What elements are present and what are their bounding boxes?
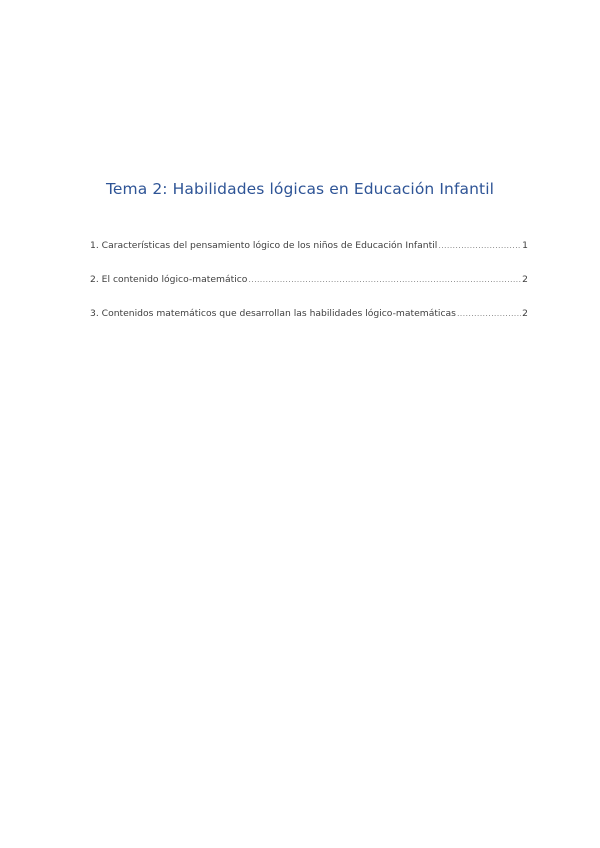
- toc-entry-label: 3. Contenidos matemáticos que desarrollan las habilidades lógico-matemáticas: [90, 308, 456, 319]
- toc-entry-label: 1. Características del pensamiento lógico de los niños de Educación Infantil: [90, 240, 438, 251]
- table-of-contents: [90, 240, 528, 342]
- toc-entry-3[interactable]: [90, 308, 528, 322]
- toc-entry-label: 2. El contenido lógico-matemático: [90, 274, 248, 285]
- document-title: Tema 2: Habilidades lógicas en Educación Infantil: [105, 180, 495, 198]
- toc-entry-1[interactable]: [90, 240, 528, 254]
- toc-entry-page: 2: [522, 308, 528, 319]
- toc-entry-2[interactable]: [90, 274, 528, 288]
- toc-entry-page: 1: [522, 240, 528, 251]
- toc-leader-dots: [457, 309, 521, 318]
- toc-entry-page: 2: [522, 274, 528, 285]
- toc-leader-dots: [438, 241, 521, 250]
- toc-leader-dots: [248, 275, 521, 284]
